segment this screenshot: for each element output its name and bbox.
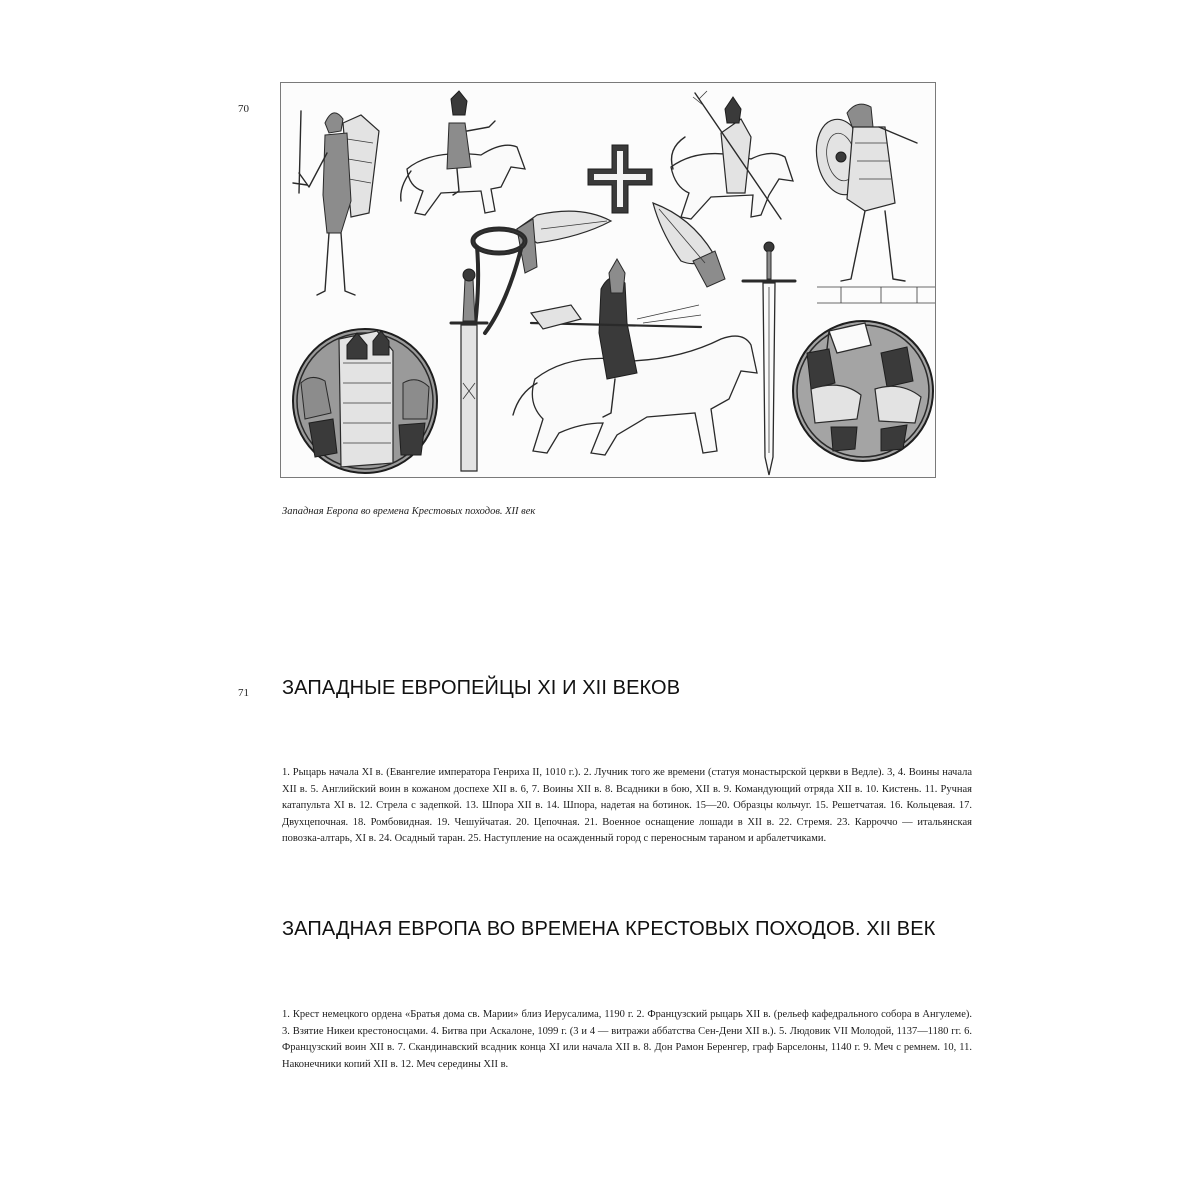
siege-of-nicaea-roundel-drawing [293,329,437,473]
section-title-crusades-era: ЗАПАДНАЯ ЕВРОПА ВО ВРЕМЕНА КРЕСТОВЫХ ПОХОДОВ. XII ВЕК [282,918,936,940]
plate-caption: Западная Европа во времена Крестовых походов. XII век [282,506,536,517]
order-cross-drawing [588,145,652,213]
spearhead-left-drawing [517,211,611,273]
page-number-left: 70 [238,103,249,115]
section-title-western-europeans: ЗАПАДНЫЕ ЕВРОПЕЙЦЫ XI И XII ВЕКОВ [282,677,681,699]
mounted-knight-with-lance-drawing [513,259,757,455]
horseman-with-falcon-drawing [401,91,525,215]
section-text-crusades-era: 1. Крест немецкого ордена «Братья дома св. Марии» близ Иерусалима, 1190 г. 2. Французский рыцарь XII в. (рельеф кафедрального собора в Ангулеме). 3. Взятие Никеи крестоносцами. 4. Битва при Аскалоне, 1099 г. (3 и 4 — витражи аббатства Сен-Дени XII в.). 5. Людовик VII Молодой, 1137—1180 гг. 6. Французский воин XII в. 7. Скандинавский всадник конца XI или начала XII в. 8. Дон Рамон Беренгер, граф Барселоны, 1140 г. 9. Меч с ремнем. 10, 11. Наконечники копий XII в. 12. Меч середины XII в. [282,1009,972,1070]
battle-of-ascalon-roundel-drawing [793,321,933,461]
illustration-plate [280,82,936,478]
crusades-engraving [281,83,935,477]
standing-knight-with-shield-drawing [293,111,379,295]
soldier-with-round-shield-drawing [811,104,935,303]
page-number-right: 71 [238,687,249,699]
section-text-western-europeans: 1. Рыцарь начала XI в. (Евангелие императора Генриха II, 1010 г.). 2. Лучник того же времени (статуя монастырской церкви в Ведле). 3, 4. Воины начала XII в. 5. Английский воин в кожаном доспехе XII в. 6, 7. Воины XII в. 8. Всадники в бою, XII в. 9. Командующий отряда XII в. 10. Кистень. 11. Ручная катапульта XI в. 12. Стрела с задепкой. 13. Шпора XII в. 14. Шпора, надетая на ботинок. 15—20. Образцы кольчуг. 15. Решетчатая. 16. Кольцевая. 17. Двухцепочная. 18. Ромбовидная. 19. Чешуйчатая. 20. Цепочная. 21. Военное оснащение лошади в XII в. 22. Стремя. 23. Карроччо — итальянская повозка-алтарь, XI в. 24. Осадный таран. 25. Наступление на осажденный город с переносным тараном и арбалетчиками. [282,767,972,844]
sword-with-belt-drawing [451,229,525,471]
scandinavian-rider-drawing [671,91,793,219]
